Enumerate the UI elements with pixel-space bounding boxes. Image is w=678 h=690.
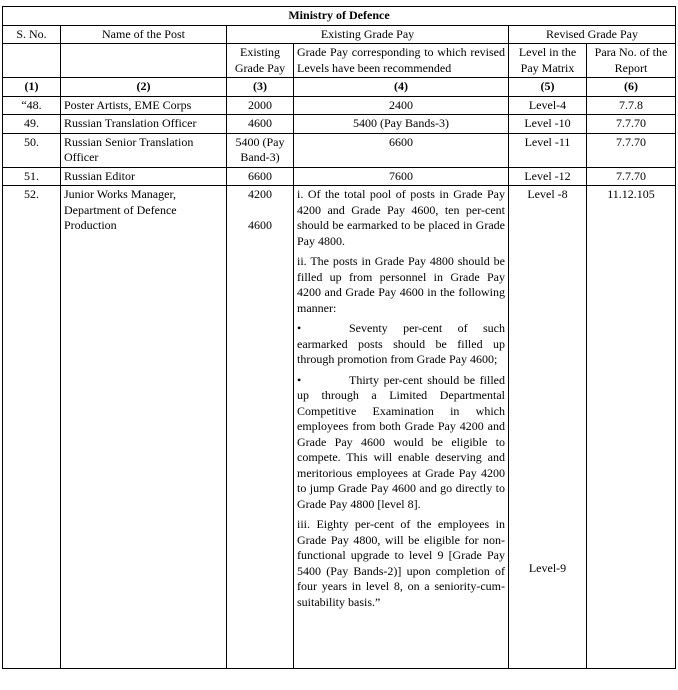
recommendation-bullet-1: [297, 321, 505, 368]
row-post-name: Poster Artists, EME Corps: [61, 96, 227, 115]
bullet-1-text: Seventy per-cent of such earmarked posts should be filled up through promotion from Grade Pay 4600;: [297, 321, 505, 366]
header-sno: S. No.: [3, 25, 61, 44]
header-existing-group: Existing Grade Pay: [227, 25, 509, 44]
recommendation-bullet-2: [297, 373, 505, 513]
header-para-no: Para No. of the Report: [587, 44, 676, 78]
table-row: [3, 167, 676, 186]
recommendation-para-i: i. Of the total pool of posts in Grade Pay 4200 and Grade Pay 4600, ten per-cent should be earmarked to be placed in Grade Pay 4800.: [297, 187, 505, 248]
row-existing-gp: 4600: [227, 115, 294, 134]
row-existing-gp: 2000: [227, 96, 294, 115]
row52-post-name: Junior Works Manager, Department of Defence Production: [61, 186, 227, 669]
row-post-name: Russian Senior Translation Officer: [61, 133, 227, 167]
table-row: [3, 96, 676, 115]
table-row: [3, 133, 676, 167]
row-level: Level-4: [509, 96, 587, 115]
row52-existing-gp-2: 4600: [248, 217, 272, 232]
row-gp-corresponding: 7600: [294, 167, 509, 186]
row-existing-gp: 5400 (Pay Band-3): [227, 133, 294, 167]
row52-level-1: Level -8: [527, 187, 568, 201]
row-para: 7.7.70: [587, 133, 676, 167]
row-existing-gp: 6600: [227, 167, 294, 186]
row52-existing-gp-1: 4200: [248, 187, 272, 201]
row-gp-corresponding: 2400: [294, 96, 509, 115]
row52-para: 11.12.105: [587, 186, 676, 669]
row-para: 7.7.8: [587, 96, 676, 115]
row52-level-2: Level-9: [528, 560, 567, 575]
row-para: 7.7.70: [587, 167, 676, 186]
row52-level: [509, 186, 587, 669]
ministry-table: [2, 6, 676, 669]
row52-sno: 52.: [3, 186, 61, 669]
header-level-matrix: Level in the Pay Matrix: [509, 44, 587, 78]
bullet-2-text: Thirty per-cent should be filled up through a Limited Departmental Competitive Examination in which employees from both Grade Pay 4200 and Grade Pay 4600 would be eligible to compete. This will enable deserving and meritorious employees at Grade Pay 4200 to jump Grade Pay 4600 and go directly to Grade Pay 4800 [level 8].: [297, 372, 505, 511]
table-title: Ministry of Defence: [3, 7, 676, 26]
header-revised-group: Revised Grade Pay: [509, 25, 676, 44]
row52-existing-gp: [227, 186, 294, 669]
table-row: [3, 115, 676, 134]
row-post-name: Russian Translation Officer: [61, 115, 227, 134]
col-number-4: (4): [294, 78, 509, 97]
table-row-52: [3, 186, 676, 669]
header-name: Name of the Post: [61, 25, 227, 44]
bullet-icon: •: [297, 321, 302, 335]
col-number-6: (6): [587, 78, 676, 97]
row-gp-corresponding: 5400 (Pay Bands-3): [294, 115, 509, 134]
row-level: Level -10: [509, 115, 587, 134]
col-number-1: (1): [3, 78, 61, 97]
header-blank-1: [3, 44, 61, 78]
row-level: Level -11: [509, 133, 587, 167]
row-para: 7.7.70: [587, 115, 676, 134]
bullet-icon: •: [297, 372, 302, 387]
row-sno: 51.: [3, 167, 61, 186]
col-number-2: (2): [61, 78, 227, 97]
col-number-3: (3): [227, 78, 294, 97]
row-gp-corresponding: 6600: [294, 133, 509, 167]
row-level: Level -12: [509, 167, 587, 186]
row-sno: “48.: [3, 96, 61, 115]
recommendation-para-iii: iii. Eighty per-cent of the employees in Grade Pay 4800, will be eligible for non-functional upgrade to level 9 [Grade Pay 5400 (Pay Bands-2)] upon completion of four years in level 8, on a seniority-cum-suitability basis.”: [297, 517, 505, 609]
row-sno: 50.: [3, 133, 61, 167]
header-gp-corresponding: Grade Pay corresponding to which revised Levels have been recommended: [294, 44, 509, 78]
row-sno: 49.: [3, 115, 61, 134]
col-number-5: (5): [509, 78, 587, 97]
row52-recommendation: [294, 186, 509, 669]
header-blank-2: [61, 44, 227, 78]
row-post-name: Russian Editor: [61, 167, 227, 186]
header-existing-gp: Existing Grade Pay: [227, 44, 294, 78]
recommendation-para-ii: ii. The posts in Grade Pay 4800 should be filled up from personnel in Grade Pay 4200 and Grade Pay 4600 in the following manner:: [297, 254, 505, 315]
